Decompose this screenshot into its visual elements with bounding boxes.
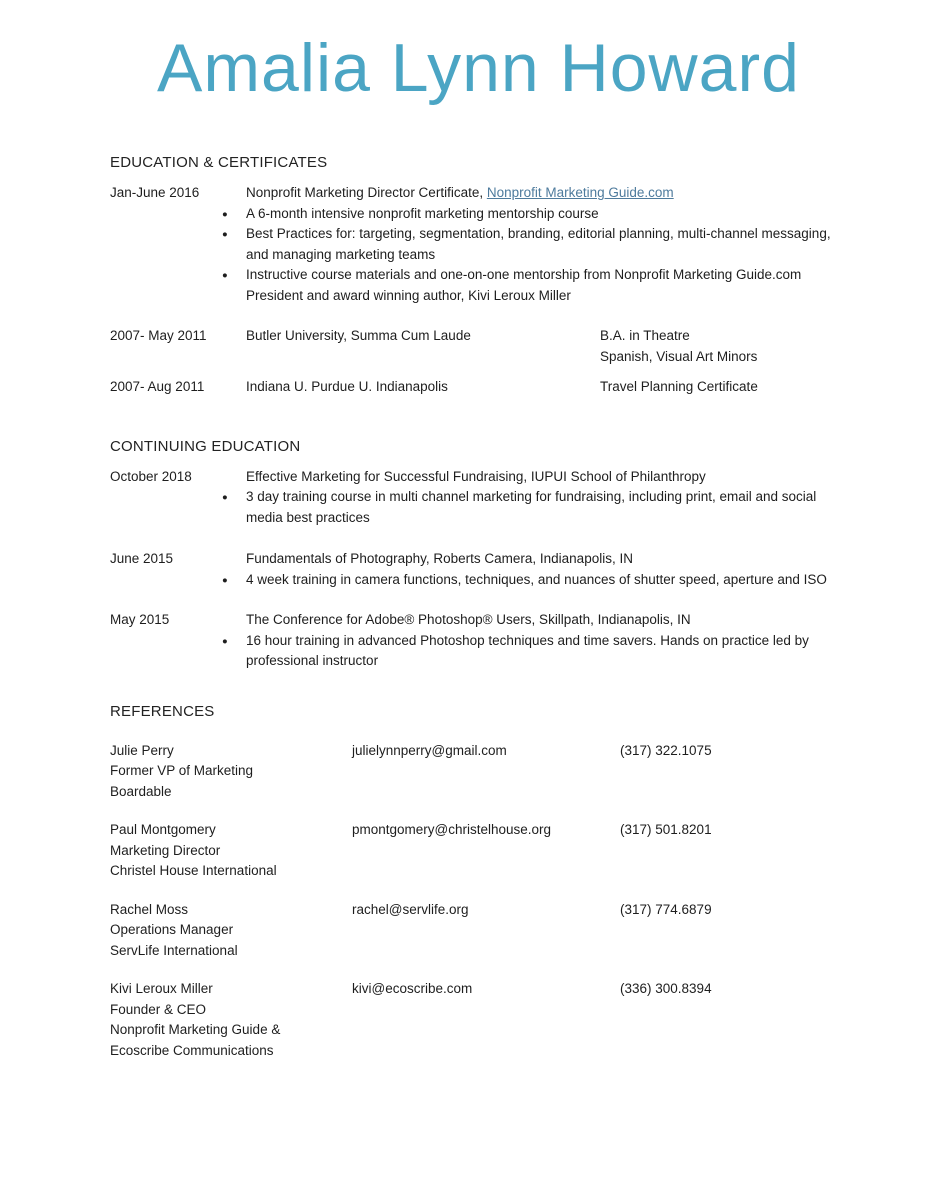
reference-email: pmontgomery@christelhouse.org [352, 822, 552, 838]
reference-email: julielynnperry@gmail.com [352, 742, 507, 758]
entry-body [246, 183, 847, 306]
entry-bullets [246, 570, 847, 591]
reference-email: kivi@ecoscribe.com [352, 981, 473, 997]
entry-date: May 2015 [110, 612, 170, 628]
entry-title-line [246, 183, 847, 204]
reference-name: Kivi Leroux Miller [110, 981, 213, 997]
entry-title: Indiana U. Purdue U. Indianapolis [246, 379, 448, 395]
entry-date: June 2015 [110, 551, 174, 567]
degree-line: Travel Planning Certificate [600, 379, 758, 395]
reference-identity [110, 979, 352, 1061]
entry-bullets [246, 204, 847, 307]
entry-date: October 2018 [110, 468, 192, 484]
entry-date: Jan-June 2016 [110, 185, 200, 201]
reference-name: Julie Perry [110, 742, 174, 758]
reference-org: Christel House International [110, 863, 277, 879]
reference-phone: (336) 300.8394 [620, 981, 712, 997]
reference-entry-2 [110, 820, 847, 882]
reference-role: Operations Manager [110, 922, 234, 938]
reference-role: Marketing Director [110, 842, 221, 858]
degree-line: Spanish, Visual Art Minors [600, 348, 758, 364]
reference-name: Rachel Moss [110, 901, 189, 917]
reference-org: ServLife International [110, 942, 238, 958]
reference-role: Former VP of Marketing [110, 763, 254, 779]
entry-title: Effective Marketing for Successful Fundraising, IUPUI School of Philanthropy [246, 468, 706, 484]
reference-name: Paul Montgomery [110, 822, 216, 838]
entry-title: The Conference for Adobe® Photoshop® Users, Skillpath, Indianapolis, IN [246, 612, 691, 628]
reference-org: Nonprofit Marketing Guide & [110, 1022, 281, 1038]
reference-org: Boardable [110, 783, 172, 799]
section-heading-references: REFERENCES [110, 702, 215, 720]
bullet-item: ● Instructive course materials and one-on-one mentorship from Nonprofit Marketing Guide.com President and award winning author, Kivi Leroux Miller [246, 265, 847, 306]
entry-date: 2007- Aug 2011 [110, 379, 205, 395]
bullet-item: ● 16 hour training in advanced Photoshop techniques and time savers. Hands on practice led by professional instructor [246, 631, 847, 672]
education-entry-3 [110, 377, 847, 398]
page-title: Amalia Lynn Howard [157, 30, 800, 106]
reference-identity [110, 820, 352, 882]
reference-email: rachel@servlife.org [352, 901, 469, 917]
entry-degree [600, 377, 847, 398]
entry-body [246, 610, 847, 672]
reference-entry-3 [110, 900, 847, 962]
entry-title: Fundamentals of Photography, Roberts Camera, Indianapolis, IN [246, 551, 633, 567]
continuing-entry-1 [110, 467, 847, 529]
entry-bullets [246, 487, 847, 528]
education-entry-1 [110, 183, 847, 306]
entry-title: Nonprofit Marketing Director Certificate, [246, 185, 487, 201]
continuing-entry-3 [110, 610, 847, 672]
reference-role: Founder & CEO [110, 1001, 207, 1017]
nonprofit-marketing-guide-link[interactable]: Nonprofit Marketing Guide.com [486, 185, 674, 201]
entry-degree [600, 326, 847, 367]
bullet-item: ● Best Practices for: targeting, segmentation, branding, editorial planning, multi-channel messaging, and managing marketing teams [246, 224, 847, 265]
reference-phone: (317) 774.6879 [620, 901, 712, 917]
degree-line: B.A. in Theatre [600, 328, 690, 344]
entry-body [246, 467, 847, 529]
reference-entry-1 [110, 741, 847, 803]
entry-body [246, 549, 847, 590]
bullet-item: ● 4 week training in camera functions, techniques, and nuances of shutter speed, aperture and ISO [246, 570, 847, 591]
bullet-item: ● A 6-month intensive nonprofit marketing mentorship course [246, 204, 847, 225]
continuing-entry-2 [110, 549, 847, 590]
reference-phone: (317) 322.1075 [620, 742, 712, 758]
bullet-item: ● 3 day training course in multi channel marketing for fundraising, including print, email and social media best practices [246, 487, 847, 528]
reference-org: Ecoscribe Communications [110, 1042, 274, 1058]
section-heading-continuing-education: CONTINUING EDUCATION [110, 437, 301, 455]
entry-date: 2007- May 2011 [110, 328, 207, 344]
reference-phone: (317) 501.8201 [620, 822, 712, 838]
education-entry-2 [110, 326, 847, 367]
entry-bullets [246, 631, 847, 672]
reference-identity [110, 741, 352, 803]
reference-identity [110, 900, 352, 962]
section-heading-education: EDUCATION & CERTIFICATES [110, 154, 328, 172]
entry-title: Butler University, Summa Cum Laude [246, 328, 471, 344]
reference-entry-4 [110, 979, 847, 1061]
